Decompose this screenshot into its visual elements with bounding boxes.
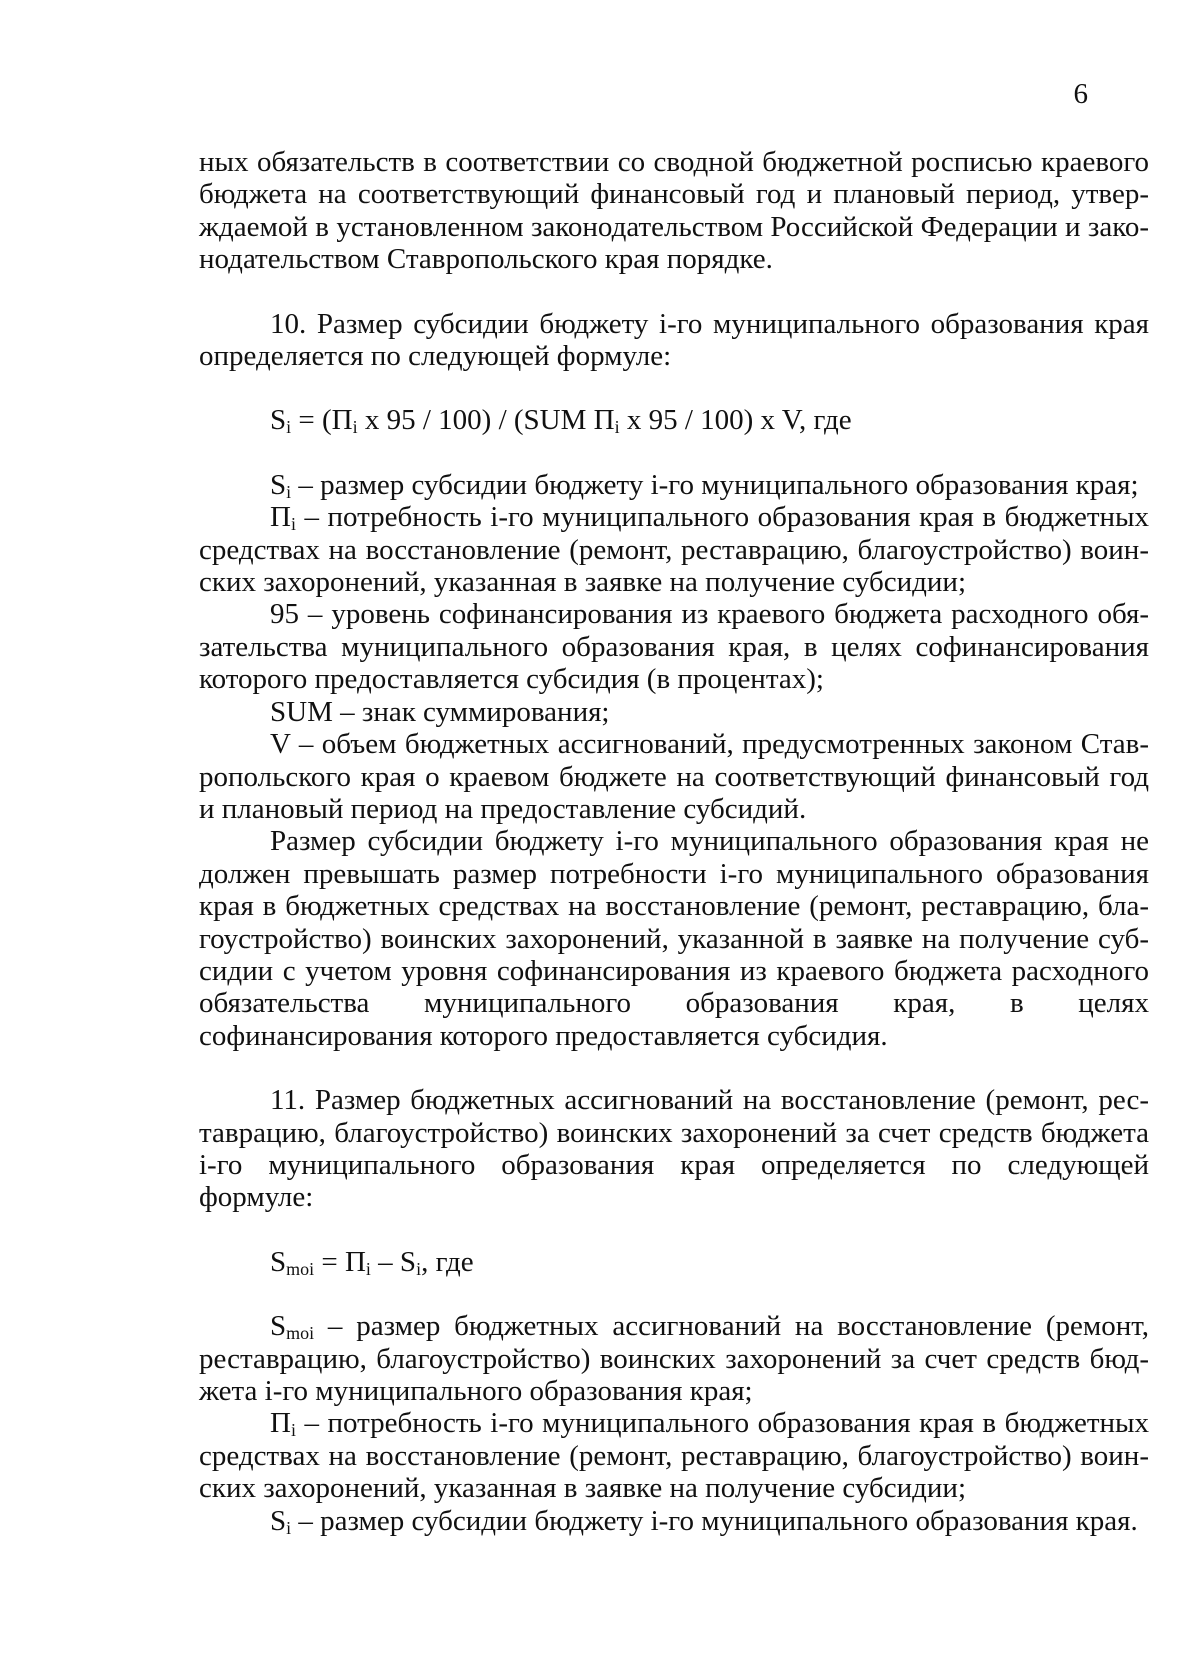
formula-subsidy: $S_i = (П_i$ x 95 / 100) / (SUM $П_i$ x 95 / 100) x V, где bbox=[270, 404, 852, 438]
definition-pi: $П_i$ – потребность i-го муниципального образования края в бюджетных средствах на восстановление (ремонт, реставрацию, благоустройство) воинских захоронений, указанная в заявке на получение субсидии; bbox=[199, 501, 1149, 599]
definition-v: V – объем бюджетных ассигнований, предусмотренных законом Ставропольского края о краевом бюджете на соответствующий финансовый год и плановый период на предоставление субсидий. bbox=[199, 728, 1149, 825]
definition-si: $S_i$ – размер субсидии бюджету i-го муниципального образования края; bbox=[270, 468, 1139, 502]
definition-smoi: $S_{moi}$ – размер бюджетных ассигнований на восстановление (ремонт, реставрацию, благоустройство) воинских захоронений за счет средств бюджета i-го муниципального образования края; bbox=[199, 1310, 1149, 1407]
document-body bbox=[199, 146, 1149, 1537]
definition-pi-repeat: $П_i$ – потребность i-го муниципального образования края в бюджетных средствах на восстановление (ремонт, реставрацию, благоустройство) воинских захоронений, указанная в заявке на получение субсидии; bbox=[199, 1407, 1149, 1505]
formula-budget-allocation: $S_{moi} = П_i - S_i$, где bbox=[270, 1245, 474, 1279]
definition-95: 95 – уровень софинансирования из краевого бюджета расходного обязательства муниципального образования края, в целях софинансирования которого предоставляется субсидия (в процентах); bbox=[199, 598, 1149, 696]
page-number: 6 bbox=[1073, 78, 1088, 110]
paragraph-intro-continuation: ных обязательств в соответствии со сводной бюджетной росписью краевого бюджета на соответствующий финансовый год и плановый период, утверждаемой в установленном законодательством Российской Федерации и законодательством Ставропольского края порядке. bbox=[199, 146, 1149, 276]
definition-sum: SUM – знак суммирования; bbox=[270, 695, 610, 728]
definition-si-repeat: $S_i$ – размер субсидии бюджету i-го муниципального образования края. bbox=[270, 1504, 1138, 1538]
paragraph-10-limit: Размер субсидии бюджету i-го муниципального образования края не должен превышать размер потребности i-го муниципального образования края в бюджетных средствах на восстановление (ремонт, реставрацию, благоустройство) воинских захоронений, указанной в заявке на получение субсидии с учетом уровня софинансирования из краевого бюджета расходного обязательства муниципального образования края, в целях софинансирования которого предоставляется субсидия. bbox=[199, 825, 1149, 1052]
paragraph-11-intro: 11. Размер бюджетных ассигнований на восстановление (ремонт, реставрацию, благоустройство) воинских захоронений за счет средств бюджета i-го муниципального образования края определяется по следующей формуле: bbox=[199, 1084, 1149, 1214]
paragraph-10-intro: 10. Размер субсидии бюджету i-го муниципального образования края определяется по следующей формуле: bbox=[199, 307, 1149, 373]
